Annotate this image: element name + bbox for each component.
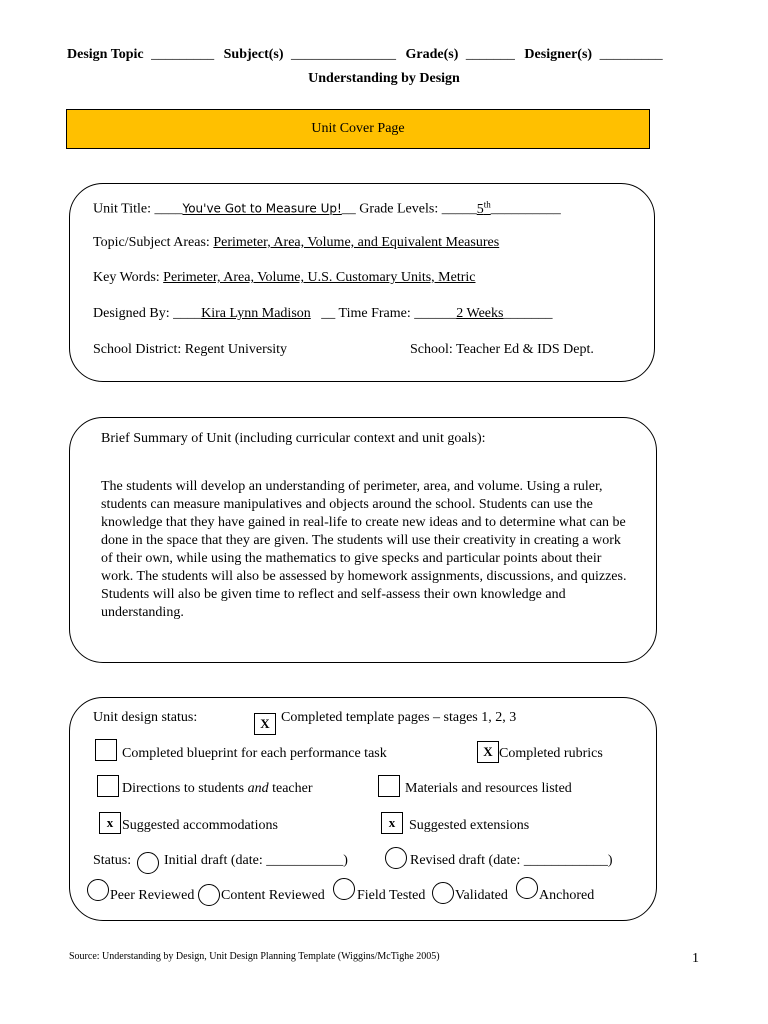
- designed-by-value[interactable]: Kira Lynn Madison: [201, 306, 311, 321]
- topic-value[interactable]: Perimeter, Area, Volume, and Equivalent Measures: [213, 235, 500, 250]
- designed-by-label: Designed By:: [93, 306, 170, 321]
- summary-heading: Brief Summary of Unit (including curricular context and unit goals):: [101, 431, 486, 446]
- field-tested-label: Field Tested: [357, 888, 426, 903]
- topic-row: [93, 235, 499, 251]
- summary-body[interactable]: The students will develop an understanding of perimeter, area, and volume. Using a ruler, students can measure manipulatives and objects around the school. Students can use the knowledge that they have gained in real-life to create new ideas and to determine what can be done in the space that they are given. The students will use their creativity in creating a work of their own, while using the mathematics to give specks and particular points about their work. The students will also be assessed by homework assignments, discussions, and quizzes. Students will also be given time to reflect and self-assess their own knowledge and understanding.: [101, 479, 627, 620]
- school-label: School:: [410, 342, 453, 357]
- content-reviewed-radio[interactable]: [198, 884, 220, 906]
- time-frame-post-blank: _______: [503, 306, 553, 321]
- document-subtitle: Understanding by Design: [308, 71, 460, 86]
- directions-label-post: teacher: [268, 781, 313, 796]
- grades-field[interactable]: _______: [465, 47, 515, 62]
- school-district-row: [93, 342, 287, 358]
- validated-label: Validated: [455, 888, 508, 903]
- designed-by-post-blank: __: [321, 306, 336, 321]
- keywords-value[interactable]: Perimeter, Area, Volume, U.S. Customary Units, Metric: [163, 270, 476, 285]
- blueprint-label: Completed blueprint for each performance task: [122, 746, 387, 761]
- grade-levels-number: 5: [476, 201, 484, 217]
- revised-draft-label: Revised draft (date: ____________): [410, 853, 613, 868]
- unit-title-pre-blank: ____: [154, 201, 183, 217]
- accommodations-label: Suggested accommodations: [122, 818, 278, 833]
- keywords-label: Key Words:: [93, 270, 160, 285]
- banner-title: Unit Cover Page: [311, 121, 405, 136]
- anchored-label: Anchored: [539, 888, 595, 903]
- anchored-radio[interactable]: [516, 877, 538, 899]
- initial-draft-label: Initial draft (date: ___________): [164, 853, 348, 868]
- extensions-label: Suggested extensions: [409, 818, 530, 833]
- designed-by-row: [93, 306, 552, 322]
- directions-label-em: and: [247, 781, 269, 796]
- unit-title-post-blank: __: [341, 201, 356, 217]
- blueprint-checkbox[interactable]: [95, 739, 117, 761]
- school-district-label: School District:: [93, 342, 182, 357]
- grade-levels-suffix: th: [483, 199, 491, 209]
- validated-radio[interactable]: [432, 882, 454, 904]
- time-frame-pre-blank: ______: [414, 306, 457, 321]
- peer-reviewed-radio[interactable]: [87, 879, 109, 901]
- directions-label: [122, 781, 313, 797]
- page-number: 1: [692, 951, 699, 966]
- rubrics-checkbox[interactable]: X: [477, 741, 499, 763]
- keywords-row: [93, 270, 476, 286]
- content-reviewed-label: Content Reviewed: [221, 888, 325, 903]
- initial-draft-radio[interactable]: [137, 852, 159, 874]
- grades-label: Grade(s): [405, 47, 459, 62]
- revised-draft-radio[interactable]: [385, 847, 407, 869]
- rubrics-label: Completed rubrics: [499, 746, 603, 761]
- template-pages-label: Completed template pages – stages 1, 2, 3: [281, 710, 517, 725]
- accommodations-checkbox[interactable]: x: [99, 812, 121, 834]
- source-citation: Source: Understanding by Design, Unit Design Planning Template (Wiggins/McTighe 2005): [69, 951, 440, 962]
- time-frame-value[interactable]: 2 Weeks: [456, 306, 504, 321]
- designers-field[interactable]: _________: [599, 47, 663, 62]
- topic-label: Topic/Subject Areas:: [93, 235, 210, 250]
- unit-title-row: [93, 199, 561, 218]
- design-topic-label: Design Topic: [67, 47, 144, 62]
- grade-levels-post-blank: __________: [490, 201, 561, 217]
- designers-label: Designer(s): [524, 47, 593, 62]
- grade-levels-label: Grade Levels:: [359, 201, 439, 217]
- unit-title-label: Unit Title:: [93, 201, 151, 217]
- subjects-label: Subject(s): [223, 47, 284, 62]
- school-district-value[interactable]: Regent University: [184, 342, 288, 357]
- subjects-field[interactable]: _______________: [291, 47, 397, 62]
- design-topic-field[interactable]: _________: [151, 47, 215, 62]
- document-header: [67, 47, 707, 63]
- directions-checkbox[interactable]: [97, 775, 119, 797]
- designed-by-pre-blank: ____: [173, 306, 202, 321]
- grade-levels-pre-blank: _____: [441, 201, 477, 217]
- time-frame-label: Time Frame:: [338, 306, 411, 321]
- peer-reviewed-label: Peer Reviewed: [110, 888, 195, 903]
- template-pages-checkbox[interactable]: X: [254, 713, 276, 735]
- materials-checkbox[interactable]: [378, 775, 400, 797]
- status-label: Status:: [93, 853, 132, 868]
- unit-design-status-label: Unit design status:: [93, 710, 198, 725]
- materials-label: Materials and resources listed: [405, 781, 572, 796]
- school-row: [410, 342, 594, 358]
- unit-cover-banner: [66, 109, 650, 149]
- directions-label-pre: Directions to students: [122, 781, 248, 796]
- grade-levels-value[interactable]: [476, 199, 491, 217]
- unit-title-value[interactable]: You've Got to Measure Up!: [182, 201, 342, 216]
- school-value[interactable]: Teacher Ed & IDS Dept.: [456, 342, 594, 357]
- extensions-checkbox[interactable]: x: [381, 812, 403, 834]
- field-tested-radio[interactable]: [333, 878, 355, 900]
